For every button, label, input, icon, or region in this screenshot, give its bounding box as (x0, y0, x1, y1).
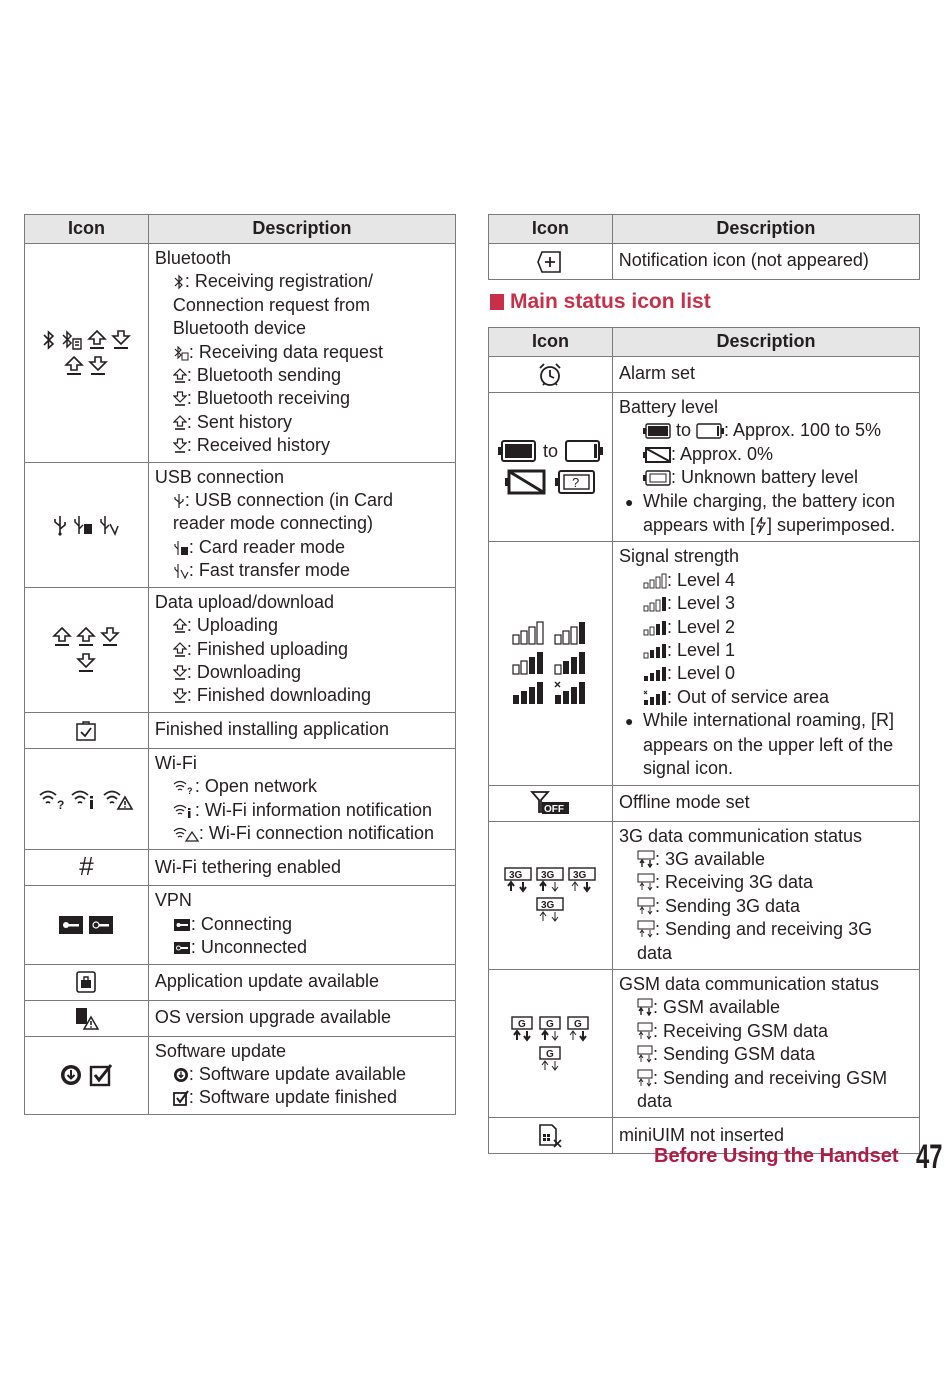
wifi-connection-warning-icon (102, 787, 134, 811)
download-history-small-icon (173, 438, 187, 454)
threeg-receiving-icon (536, 867, 564, 893)
table-row-data-transfer (25, 587, 456, 712)
battery-note-bullet (619, 490, 913, 538)
gsm-item-send-receive: : Sending and receiving GSM (652, 1067, 888, 1088)
battery-full-icon (497, 439, 537, 463)
gsm-receiving-icon (538, 1016, 562, 1042)
upload-history-small-icon (173, 415, 187, 431)
wifi-open-small-icon (173, 779, 195, 795)
vpn-item-connecting: : Connecting (190, 913, 292, 934)
bluetooth-item-receiving: : Bluetooth receiving (186, 388, 350, 409)
card-reader-icon (72, 514, 94, 536)
notification-icon-cell (489, 244, 613, 280)
threeg-title: 3G data communication status (618, 825, 863, 846)
vpn-connecting-small-icon (173, 917, 191, 933)
signal-title: Signal strength (618, 546, 740, 567)
description-column-header: Description (148, 215, 455, 244)
usb-title: USB connection (154, 466, 284, 487)
icon-column-header: Icon (489, 215, 613, 244)
data-item-downloading: : Downloading (186, 661, 301, 682)
gsm-description (612, 969, 919, 1117)
section-footer-label: Before Using the Handset (654, 1145, 899, 1167)
bluetooth-item-received-history: : Received history (186, 435, 330, 456)
gsm-label-b: G (546, 1018, 555, 1030)
software-update-icons-cell (25, 1036, 149, 1114)
threeg-icons-cell (489, 821, 613, 969)
battery-unknown-small-icon (643, 470, 671, 486)
bluetooth-title: Bluetooth (154, 248, 231, 268)
hash-icon: # (79, 850, 94, 881)
upload-small-icon (173, 618, 187, 634)
description-column-header: Description (612, 215, 919, 244)
app-update-icon (75, 970, 97, 994)
table-row-wifi (25, 748, 456, 850)
gsm-title: GSM data communication status (618, 973, 880, 994)
bluetooth-item-sending: : Bluetooth sending (186, 365, 342, 386)
wifi-item-information: : Wi-Fi information notification (194, 799, 432, 820)
section-square-icon (490, 294, 504, 310)
app-update-icon-cell (25, 964, 149, 1000)
notification-plus-icon (537, 250, 563, 274)
gsm-available-small-icon (637, 998, 653, 1016)
bluetooth-item-registration: : Receiving registration/ (184, 271, 373, 292)
table-row-3g (489, 821, 920, 969)
usb-item-card-reader: : Card reader mode (188, 536, 345, 557)
vpn-description (148, 886, 455, 964)
svg-text:?: ? (57, 798, 65, 812)
gsm-item-sending: : Sending GSM data (652, 1044, 816, 1065)
battery-to-label: to (542, 440, 558, 461)
battery-full-small-icon (643, 423, 671, 439)
usb-item-fast-transfer: : Fast transfer mode (188, 560, 350, 581)
battery-low-small-icon (696, 423, 724, 439)
fast-transfer-small-icon (173, 563, 189, 579)
threeg-send-receive-small-icon (637, 920, 655, 938)
offline-icon-cell (489, 785, 613, 821)
software-item-available: : Software update available (188, 1063, 407, 1084)
battery-empty-icon (504, 469, 546, 495)
signal-description (612, 542, 919, 785)
gsm-item-available: : GSM available (652, 997, 780, 1018)
signal-level-0-icon (512, 681, 546, 705)
wifi-item-connection: : Wi-Fi connection notification (198, 822, 434, 843)
bluetooth-icons-cell (25, 244, 149, 463)
software-item-finished: : Software update finished (188, 1087, 398, 1108)
threeg-send-receive-icon (536, 897, 564, 923)
left-icon-table (24, 214, 456, 1115)
alarm-clock-icon (537, 362, 563, 388)
threeg-sending-small-icon (637, 897, 655, 915)
threeg-item-receiving: : Receiving 3G data (654, 872, 814, 893)
threeg-label-d: 3G (541, 900, 555, 912)
battery-note-line2b: ] superimposed. (767, 515, 896, 536)
software-update-description (148, 1036, 455, 1114)
battery-unknown-icon (554, 469, 596, 495)
section-heading-text: Main status icon list (510, 290, 711, 313)
bluetooth-received-history-icon (88, 355, 108, 377)
usb-item-connection: : USB connection (in Card (184, 490, 393, 511)
table-header-row (489, 328, 920, 357)
battery-item2-text: : Approx. 0% (670, 443, 773, 464)
signal-note-line1: While international roaming, [R] (642, 710, 895, 731)
software-update-finished-icon (89, 1063, 113, 1087)
battery-title: Battery level (618, 397, 718, 417)
table-row-gsm (489, 969, 920, 1117)
signal-item-out-of-service: : Out of service area (666, 686, 830, 707)
data-item-uploading: : Uploading (186, 615, 278, 636)
offline-mode-icon (530, 790, 570, 816)
offline-description: Offline mode set (612, 785, 919, 821)
table-row-finished-install (25, 712, 456, 748)
usb-description (148, 462, 455, 587)
fast-transfer-icon (98, 514, 120, 536)
vpn-title: VPN (154, 890, 192, 911)
description-column-header: Description (612, 328, 919, 357)
signal-item-level-1: : Level 1 (666, 640, 735, 661)
page-number: 47 (916, 1138, 943, 1176)
threeg-label-c: 3G (573, 870, 587, 882)
signal-item-level-0: : Level 0 (666, 663, 735, 684)
wifi-warning-small-icon (173, 826, 199, 842)
vpn-item-unconnected: : Unconnected (190, 937, 307, 958)
os-upgrade-warning-icon (73, 1006, 99, 1030)
signal-note-line2: appears on the upper left of the (642, 734, 894, 755)
table-row-signal (489, 542, 920, 785)
signal-3-small-icon (643, 596, 667, 612)
bluetooth-item-data-request: : Receiving data request (188, 341, 384, 362)
bluetooth-item-registration-line3: Bluetooth device (172, 318, 306, 339)
gsm-sending-icon (566, 1016, 590, 1042)
table-row-alarm (489, 357, 920, 393)
gsm-label-a: G (518, 1018, 527, 1030)
threeg-item-sending: : Sending 3G data (654, 895, 801, 916)
usb-icon (52, 514, 68, 536)
usb-item-connection-line2: reader mode connecting) (172, 513, 374, 534)
signal-note-bullet (619, 709, 913, 780)
battery-note-line2a: appears with [ (642, 515, 755, 536)
battery-item1-to: to (670, 420, 696, 441)
finished-install-icon-cell (25, 712, 149, 748)
battery-empty-small-icon (643, 447, 671, 463)
software-update-title: Software update (154, 1040, 286, 1061)
finished-uploading-icon (76, 626, 96, 648)
table-header-row (25, 215, 456, 244)
bluetooth-sent-history-icon (64, 355, 84, 377)
battery-low-icon (564, 439, 604, 463)
table-header-row (489, 215, 920, 244)
threeg-available-small-icon (637, 850, 655, 868)
wifi-information-icon (70, 787, 98, 811)
threeg-available-icon (504, 867, 532, 893)
battery-description (612, 393, 919, 542)
battery-icons-cell (489, 393, 613, 542)
miniuim-description: miniUIM not inserted (612, 1118, 919, 1154)
upload-done-small-icon (173, 642, 187, 658)
threeg-item-available: : 3G available (654, 848, 766, 869)
icon-column-header: Icon (489, 328, 613, 357)
usb-small-icon (173, 493, 185, 509)
vpn-unconnected-small-icon (173, 940, 191, 956)
finished-downloading-icon (76, 652, 96, 674)
signal-level-4-icon (512, 621, 546, 645)
battery-item1-text: : Approx. 100 to 5% (723, 420, 882, 441)
data-item-finished-uploading: : Finished uploading (186, 638, 349, 659)
signal-item-level-2: : Level 2 (666, 616, 735, 637)
battery-question-mark: ? (572, 475, 580, 491)
svg-text:?: ? (186, 786, 193, 796)
table-row-notification (489, 244, 920, 280)
card-reader-small-icon (173, 540, 189, 556)
bluetooth-sending-icon (87, 329, 107, 351)
download-small-icon (173, 665, 187, 681)
alarm-icon-cell (489, 357, 613, 393)
gsm-item-receiving: : Receiving GSM data (652, 1020, 829, 1041)
table-row-software-update (25, 1036, 456, 1114)
gsm-item-wrap: data (636, 1090, 672, 1111)
bluetooth-receiving-icon (111, 329, 131, 351)
update-available-small-icon (173, 1067, 189, 1083)
signal-1-small-icon (643, 643, 667, 659)
downloading-icon (100, 626, 120, 648)
threeg-label-b: 3G (541, 870, 555, 882)
signal-icons-cell (489, 542, 613, 785)
offline-icon-text: OFF (544, 804, 565, 815)
signal-item-level-3: : Level 3 (666, 593, 735, 614)
vpn-unconnected-icon (88, 914, 114, 936)
bluetooth-item-sent-history: : Sent history (186, 411, 292, 432)
table-row-app-update (25, 964, 456, 1000)
threeg-description (612, 821, 919, 969)
download-done-small-icon (173, 688, 187, 704)
battery-item3-text: : Unknown battery level (670, 467, 859, 488)
table-row-offline (489, 785, 920, 821)
wifi-item-open-network: : Open network (194, 776, 317, 797)
gsm-available-icon (510, 1016, 534, 1042)
gsm-send-receive-icon (538, 1046, 562, 1072)
signal-out-small-icon (643, 690, 667, 706)
bluetooth-data-request-icon (61, 329, 83, 351)
miniuim-icon-cell (489, 1118, 613, 1154)
bluetooth-data-request-small-icon (173, 345, 189, 361)
wifi-open-network-icon (38, 787, 66, 811)
signal-out-of-service-icon (554, 681, 588, 705)
gsm-label-c: G (574, 1018, 583, 1030)
gsm-receiving-small-icon (637, 1022, 653, 1040)
install-complete-icon (75, 720, 97, 742)
threeg-sending-icon (568, 867, 596, 893)
table-row-vpn (25, 886, 456, 964)
gsm-sending-small-icon (637, 1045, 653, 1063)
uploading-icon (52, 626, 72, 648)
wifi-title: Wi-Fi (154, 752, 197, 773)
tethering-description: Wi-Fi tethering enabled (148, 850, 455, 886)
signal-note-line3: signal icon. (642, 758, 733, 779)
signal-2-small-icon (643, 620, 667, 636)
usb-icons-cell (25, 462, 149, 587)
battery-note-line1: While charging, the battery icon (642, 490, 896, 511)
table-row-tethering (25, 850, 456, 886)
software-update-available-icon (59, 1063, 83, 1087)
bluetooth-item-registration-line2: Connection request from (172, 294, 370, 315)
wifi-description (148, 748, 455, 850)
threeg-receiving-small-icon (637, 873, 655, 891)
data-transfer-icons-cell (25, 587, 149, 712)
signal-4-small-icon (643, 573, 667, 589)
charging-bolt-icon (755, 516, 767, 534)
bluetooth-icon (41, 329, 57, 351)
os-upgrade-description: OS version upgrade available (148, 1000, 455, 1036)
data-transfer-description (148, 587, 455, 712)
gsm-label-d: G (546, 1048, 555, 1060)
table-row-usb (25, 462, 456, 587)
app-update-description: Application update available (148, 964, 455, 1000)
download-small-icon (173, 391, 187, 407)
tethering-icon-cell (25, 850, 149, 886)
data-transfer-title: Data upload/download (154, 591, 335, 612)
threeg-item-wrap: data (636, 942, 672, 963)
os-upgrade-icon-cell (25, 1000, 149, 1036)
vpn-connecting-icon (58, 914, 84, 936)
data-item-finished-downloading: : Finished downloading (186, 685, 372, 706)
table-row-battery (489, 393, 920, 542)
signal-level-2-icon (512, 651, 546, 675)
bluetooth-description (148, 244, 455, 463)
wifi-icons-cell (25, 748, 149, 850)
finished-install-description: Finished installing application (148, 712, 455, 748)
update-finished-small-icon (173, 1090, 189, 1106)
signal-level-1-icon (554, 651, 588, 675)
sim-card-missing-icon (537, 1123, 563, 1149)
upload-small-icon (173, 368, 187, 384)
wifi-info-small-icon (173, 803, 195, 819)
gsm-send-receive-small-icon (637, 1069, 653, 1087)
alarm-description: Alarm set (612, 357, 919, 393)
icon-column-header: Icon (25, 215, 149, 244)
threeg-item-send-receive: : Sending and receiving 3G (654, 919, 873, 940)
signal-0-small-icon (643, 666, 667, 682)
table-row-bluetooth (25, 244, 456, 463)
table-row-os-upgrade (25, 1000, 456, 1036)
section-heading (490, 290, 711, 314)
signal-item-level-4: : Level 4 (666, 569, 735, 590)
signal-level-3-icon (554, 621, 588, 645)
vpn-icons-cell (25, 886, 149, 964)
notification-table (488, 214, 920, 280)
gsm-icons-cell (489, 969, 613, 1117)
bluetooth-small-icon (173, 274, 185, 290)
main-status-icon-table (488, 327, 920, 1154)
threeg-label-a: 3G (509, 870, 523, 882)
notification-description: Notification icon (not appeared) (612, 244, 919, 280)
